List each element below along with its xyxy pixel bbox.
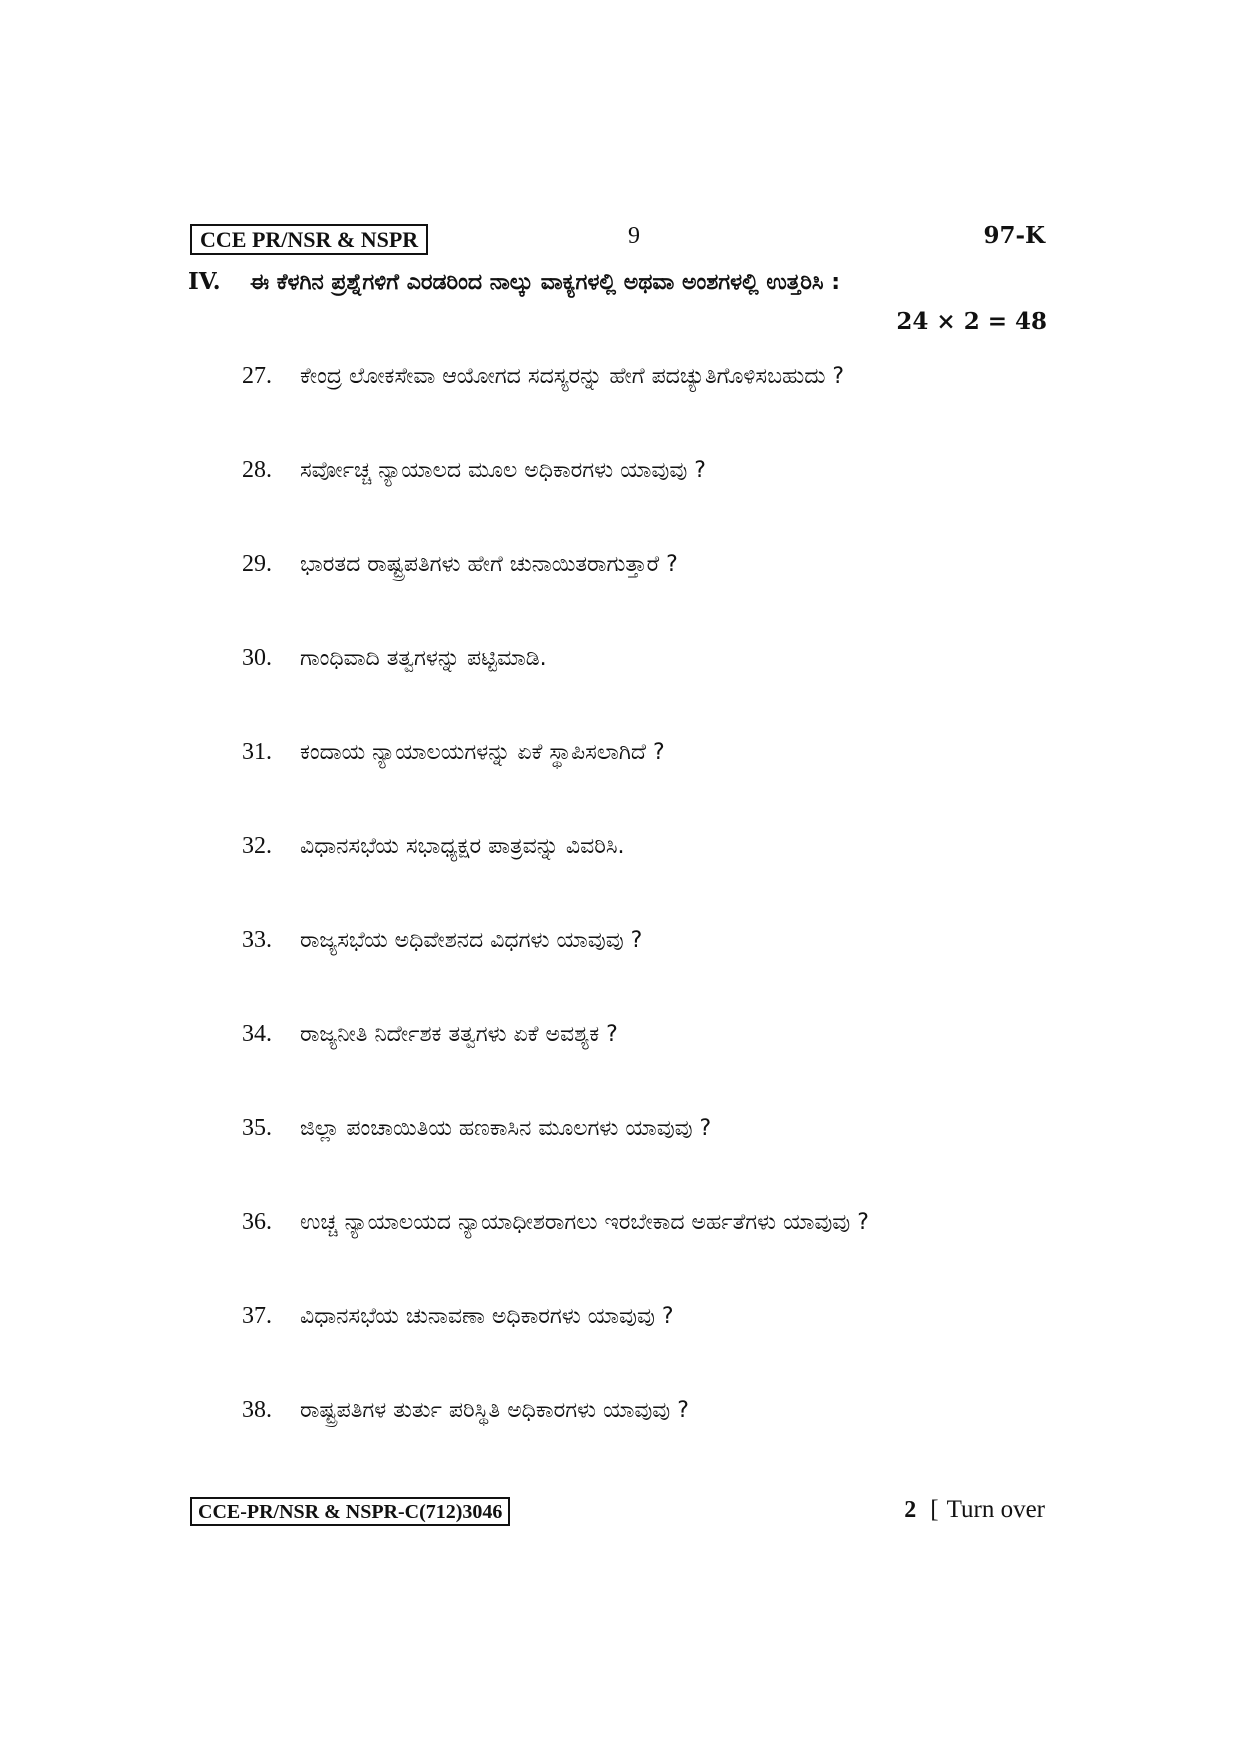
question-item [242, 738, 1062, 832]
question-text: ವಿಧಾನಸಭೆಯ ಚುನಾವಣಾ ಅಧಿಕಾರಗಳು ಯಾವುವು ? [300, 1304, 674, 1329]
question-text: ರಾಷ್ಟ್ರಪತಿಗಳ ತುರ್ತು ಪರಿಸ್ಥಿತಿ ಅಧಿಕಾರಗಳು ಯಾವುವು ? [300, 1398, 689, 1423]
question-text: ಜಿಲ್ಲಾ ಪಂಚಾಯಿತಿಯ ಹಣಕಾಸಿನ ಮೂಲಗಳು ಯಾವುವು ? [300, 1116, 712, 1141]
header-exam-code: CCE PR/NSR & NSPR [190, 224, 428, 255]
question-item [242, 1396, 1062, 1490]
question-number: 30. [242, 645, 272, 671]
question-item [242, 926, 1062, 1020]
question-text: ವಿಧಾನಸಭೆಯ ಸಭಾಧ್ಯಕ್ಷರ ಪಾತ್ರವನ್ನು ವಿವರಿಸಿ. [300, 834, 625, 859]
footer-bracket: [ [930, 1496, 939, 1523]
question-text: ಕಂದಾಯ ನ್ಯಾಯಾಲಯಗಳನ್ನು ಏಕೆ ಸ್ಥಾಪಿಸಲಾಗಿದೆ ? [300, 740, 665, 765]
question-number: 33. [242, 927, 272, 953]
question-item [242, 456, 1062, 550]
question-text: ರಾಜ್ಯನೀತಿ ನಿರ್ದೇಶಕ ತತ್ವಗಳು ಏಕೆ ಅವಶ್ಯಕ ? [300, 1022, 618, 1047]
question-text: ಉಚ್ಚ ನ್ಯಾಯಾಲಯದ ನ್ಯಾಯಾಧೀಶರಾಗಲು ಇರಬೇಕಾದ ಅರ್ಹತೆಗಳು ಯಾವುವು ? [300, 1210, 869, 1235]
question-item [242, 362, 1062, 456]
section-number: IV. [188, 268, 221, 295]
sheet-number: 2 [904, 1497, 917, 1523]
question-item [242, 1020, 1062, 1114]
question-item [242, 832, 1062, 926]
question-number: 28. [242, 457, 272, 483]
question-text: ಭಾರತದ ರಾಷ್ಟ್ರಪತಿಗಳು ಹೇಗೆ ಚುನಾಯಿತರಾಗುತ್ತಾರೆ ? [300, 552, 678, 577]
question-list [242, 362, 1062, 1490]
question-number: 38. [242, 1397, 272, 1423]
question-number: 29. [242, 551, 272, 577]
section-instruction: ಈ ಕೆಳಗಿನ ಪ್ರಶ್ನೆಗಳಿಗೆ ಎರಡರಿಂದ ನಾಲ್ಕು ವಾಕ್ಯಗಳಲ್ಲಿ ಅಥವಾ ಅಂಶಗಳಲ್ಲಿ ಉತ್ತರಿಸಿ : [250, 270, 841, 295]
question-text: ಕೇಂದ್ರ ಲೋಕಸೇವಾ ಆಯೋಗದ ಸದಸ್ಯರನ್ನು ಹೇಗೆ ಪದಚ್ಯುತಿಗೊಳಿಸಬಹುದು ? [300, 364, 845, 389]
paper-code: 97-K [983, 222, 1045, 249]
question-number: 37. [242, 1303, 272, 1329]
question-number: 34. [242, 1021, 272, 1047]
section-marks: 24 × 2 = 48 [896, 308, 1047, 335]
turn-over-label: Turn over [946, 1496, 1045, 1523]
question-number: 32. [242, 833, 272, 859]
question-text: ರಾಜ್ಯಸಭೆಯ ಅಧಿವೇಶನದ ವಿಧಗಳು ಯಾವುವು ? [300, 928, 643, 953]
question-number: 31. [242, 739, 272, 765]
section-heading [188, 268, 1048, 295]
question-item [242, 1114, 1062, 1208]
footer-exam-code: CCE-PR/NSR & NSPR-C(712)3046 [190, 1497, 510, 1526]
question-item [242, 1302, 1062, 1396]
question-text: ಸರ್ವೋಚ್ಚ ನ್ಯಾಯಾಲದ ಮೂಲ ಅಧಿಕಾರಗಳು ಯಾವುವು ? [300, 458, 706, 483]
question-item [242, 644, 1062, 738]
question-text: ಗಾಂಧಿವಾದಿ ತತ್ವಗಳನ್ನು ಪಟ್ಟಿಮಾಡಿ. [300, 646, 547, 671]
question-item [242, 1208, 1062, 1302]
question-item [242, 550, 1062, 644]
question-number: 27. [242, 363, 272, 389]
page-number: 9 [628, 223, 640, 249]
question-number: 35. [242, 1115, 272, 1141]
question-number: 36. [242, 1209, 272, 1235]
footer-turn-over [904, 1496, 1045, 1524]
